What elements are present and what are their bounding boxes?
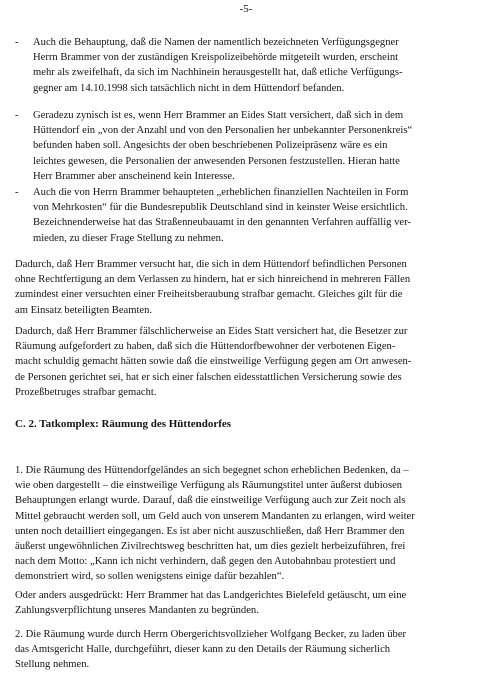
text-line: Stellung nehmen. (15, 659, 90, 671)
text-line: 1. Die Räumung des Hüttendorfgeländes an sich begegnet schon erheblichen Bedenken, da – (15, 465, 409, 476)
text-line: das Amtsgericht Halle, durchgeführt, dieser kann zu den Details der Räumung sicherlich (15, 644, 391, 656)
text-line: Auch die von Herrn Brammer behaupteten „erheblichen finanziellen Nachteilen in Form (33, 187, 409, 198)
text-line: Herr Brammer aber anscheinend kein Interesse. (33, 170, 235, 182)
text-line: Räumung aufgefordert zu haben, daß sich die Hüttendorfbewohner der verbotenen Eigen- (15, 341, 396, 353)
body-paragraph (15, 324, 475, 400)
body-paragraph (15, 463, 475, 585)
text-line: Dadurch, daß Herr Brammer fälschlicherweise an Eides Statt versichert hat, die Besetzer zur (15, 326, 408, 337)
text-line: zumindest einer versuchten einer Freiheitsberaubung strafbar gemacht. Gleiches gilt für die (15, 289, 403, 301)
bullet-dash: - (15, 110, 19, 121)
text-line: Bezeichnenderweise hat das Straßenneubauamt in den genannten Verfahren auffällig ver- (33, 217, 411, 229)
body-paragraph (15, 627, 475, 673)
section-heading: C. 2. Tatkomplex: Räumung des Hüttendorfes (15, 418, 232, 430)
text-line: leichtes gewesen, die Personalien der anwesenden Personen festzustellen. Hieran hatte (33, 155, 400, 167)
bullet-text (33, 185, 475, 246)
bullet-dash: - (15, 187, 19, 198)
text-line: von Mehrkosten“ für die Bundesrepublik Deutschland sind in keinster Weise ersichtlich. (33, 202, 408, 214)
text-line: äußerst ungewöhnlichen Zivilrechtsweg beschritten hat, um dies gezielt herbeizuführen, frei (15, 541, 406, 553)
text-line: wie oben dargestellt – die einstweilige Verfügung als Räumungstitel unter äußerst dubiosen (15, 480, 403, 492)
body-paragraph (15, 588, 475, 618)
text-line: am Einsatz beteiligten Beamten. (15, 304, 153, 316)
bullet-text (33, 108, 475, 184)
bullet-dash: - (15, 37, 19, 48)
text-line: 2. Die Räumung wurde durch Herrn Obergerichtsvollzieher Wolfgang Becker, zu laden über (15, 629, 407, 640)
text-line: unten noch detailliert eingegangen. Es ist aber nicht auszuschließen, daß Herr Brammer den (15, 525, 405, 537)
text-line: macht schuldig gemacht hätten sowie daß die einstweilige Verfügung gegen am Ort anwesen- (15, 356, 412, 368)
text-line: demonstriert wird, so sollen wenigstens einige dafür bezahlen“. (15, 571, 285, 583)
text-line: gegner am 14.10.1998 sich tatsächlich nicht in dem Hüttendorf befanden. (33, 82, 345, 94)
page-number: -5- (239, 3, 253, 15)
body-paragraph (15, 257, 475, 318)
text-line: mehr als zweifelhaft, da sich im Nachhinein herausgestellt hat, daß etliche Verfügungs- (33, 67, 403, 79)
text-line: Hüttendorf ein „von der Anzahl und von den Personalien her unbekannter Personenkreis“ (33, 125, 413, 137)
text-line: mieden, zu dieser Frage Stellung zu nehmen. (33, 232, 224, 244)
text-line: de Personen gerichtet sei, hat er sich einer falschen eidesstattlichen Versicherung sowie des (15, 371, 402, 383)
text-line: nach dem Motto: „Kann ich nicht verhindern, daß gegen den Autobahnbau protestiert und (15, 556, 396, 568)
text-line: Oder anders ausgedrückt: Herr Brammer hat das Landgerichtes Bielefeld getäuscht, um eine (15, 590, 407, 601)
bullet-text (33, 35, 475, 96)
text-line: befunden haben soll. Angesichts der oben beschriebenen Polizeipräsenz wäre es ein (33, 140, 388, 152)
text-line: Mittel gebraucht werden soll, um Geld auch von unserem Mandanten zu erlangen, wird weiter (15, 510, 415, 522)
text-line: Herrn Brammer von der zuständigen Kreispolizeibehörde mitgeteilt wurden, erscheint (33, 52, 399, 64)
text-line: Auch die Behauptung, daß die Namen der namentlich bezeichneten Verfügungsgegner (33, 37, 399, 48)
text-line: Prozeßbetruges strafbar gemacht. (15, 386, 157, 398)
text-line: Dadurch, daß Herr Brammer versucht hat, die sich in dem Hüttendorf befindlichen Personen (15, 259, 407, 270)
text-line: Zahlungsverpflichtung unseres Mandanten zu begründen. (15, 605, 259, 617)
text-line: Behauptungen erlangt wurde. Darauf, daß die einstweilige Verfügung auch zur Zeit noch als (15, 495, 406, 507)
text-line: ohne Rechtfertigung an dem Verlassen zu hindern, hat er sich hinreichend in mehreren Fällen (15, 274, 411, 286)
text-line: Geradezu zynisch ist es, wenn Herr Brammer an Eides Statt versichert, daß sich in dem (33, 110, 404, 121)
